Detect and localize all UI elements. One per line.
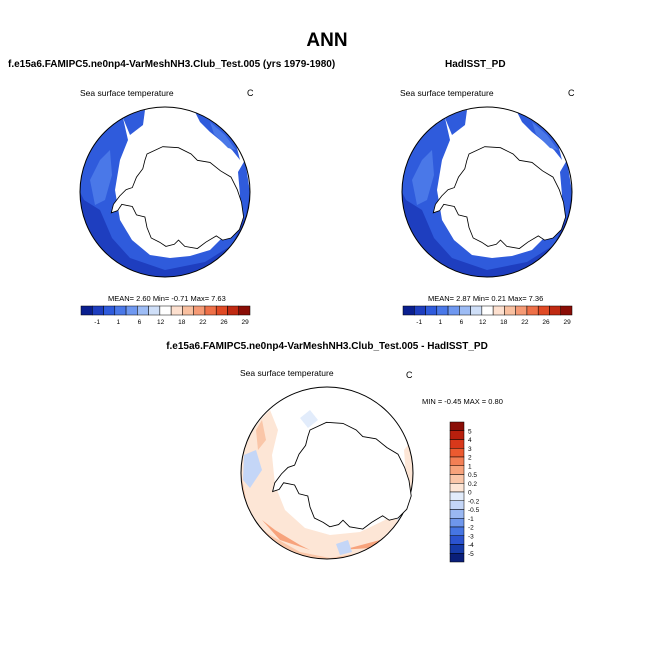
diff-colorbar-swatch: [450, 553, 464, 562]
obs-colorbar-swatch: [516, 306, 527, 315]
obs-colorbar-tick-label: 6: [459, 319, 464, 326]
obs-units-label: C: [568, 88, 575, 98]
model-colorbar-swatch: [160, 306, 171, 315]
model-colorbar-swatch: [227, 306, 238, 315]
obs-colorbar-swatch: [459, 306, 470, 315]
diff-colorbar-swatch: [450, 483, 464, 492]
model-colorbar-swatch: [194, 306, 205, 315]
model-colorbar-tick-label: 1: [116, 319, 121, 326]
diff-colorbar-swatch: [450, 501, 464, 510]
obs-variable-label: Sea surface temperature: [400, 88, 494, 98]
diff-colorbar: [450, 422, 480, 562]
obs-colorbar: [403, 306, 572, 326]
obs-stats: MEAN= 2.87 Min= 0.21 Max= 7.36: [428, 294, 544, 303]
obs-colorbar-swatch: [504, 306, 515, 315]
obs-panel-title: HadISST_PD: [445, 59, 506, 70]
obs-colorbar-swatch: [538, 306, 549, 315]
model-panel-title: f.e15a6.FAMIPC5.ne0np4-VarMeshNH3.Club_Test.005 (yrs 1979-1980): [8, 59, 336, 70]
obs-colorbar-swatch: [414, 306, 425, 315]
model-colorbar-swatch: [205, 306, 216, 315]
obs-colorbar-swatch: [403, 306, 414, 315]
diff-variable-label: Sea surface temperature: [240, 368, 334, 378]
obs-colorbar-swatch: [549, 306, 560, 315]
diff-colorbar-tick-label: -3: [468, 533, 474, 541]
diff-colorbar-tick-label: -5: [468, 550, 474, 558]
diff-colorbar-tick-label: 0.2: [468, 480, 478, 488]
obs-colorbar-tick-label: 1: [438, 319, 443, 326]
model-stats: MEAN= 2.60 Min= -0.71 Max= 7.63: [108, 294, 226, 303]
obs-colorbar-tick-label: 18: [500, 319, 508, 326]
model-variable-label: Sea surface temperature: [80, 88, 174, 98]
model-colorbar-swatch: [216, 306, 227, 315]
model-colorbar: [81, 306, 250, 326]
obs-colorbar-tick-label: -1: [416, 319, 423, 326]
diff-colorbar-swatch: [450, 448, 464, 457]
diff-colorbar-swatch: [450, 466, 464, 475]
diff-colorbar-tick-label: 0: [468, 489, 472, 497]
diff-colorbar-tick-label: -0.2: [468, 498, 480, 506]
diff-units-label: C: [406, 370, 413, 380]
obs-colorbar-tick-label: 12: [478, 319, 487, 326]
model-colorbar-swatch: [137, 306, 148, 315]
obs-colorbar-tick-label: 22: [521, 319, 529, 326]
diff-colorbar-tick-label: 3: [468, 445, 472, 453]
diff-colorbar-swatch: [450, 492, 464, 501]
obs-colorbar-tick-label: 29: [563, 319, 571, 326]
obs-colorbar-swatch: [426, 306, 437, 315]
diff-colorbar-swatch: [450, 440, 464, 449]
diff-panel-title: f.e15a6.FAMIPC5.ne0np4-VarMeshNH3.Club_Test.005 - HadISST_PD: [166, 341, 488, 352]
diff-colorbar-tick-label: 2: [468, 454, 472, 462]
obs-colorbar-swatch: [482, 306, 493, 315]
model-colorbar-swatch: [115, 306, 126, 315]
diff-map: [241, 387, 413, 559]
diff-colorbar-tick-label: 1: [468, 463, 472, 471]
obs-colorbar-swatch: [493, 306, 504, 315]
obs-colorbar-swatch: [471, 306, 482, 315]
model-map: [80, 107, 250, 277]
obs-colorbar-tick-label: 26: [542, 319, 550, 326]
obs-colorbar-swatch: [561, 306, 572, 315]
model-colorbar-swatch: [239, 306, 250, 315]
diff-colorbar-swatch: [450, 422, 464, 431]
diff-colorbar-tick-label: -4: [468, 542, 474, 549]
model-colorbar-swatch: [92, 306, 103, 315]
model-colorbar-swatch: [171, 306, 182, 315]
model-colorbar-swatch: [182, 306, 193, 315]
obs-colorbar-swatch: [448, 306, 459, 315]
diff-colorbar-swatch: [450, 536, 464, 545]
diff-colorbar-swatch: [450, 457, 464, 466]
diff-colorbar-tick-label: 5: [468, 428, 472, 436]
model-colorbar-tick-label: 12: [156, 319, 165, 326]
diff-colorbar-swatch: [450, 510, 464, 519]
model-colorbar-tick-label: 22: [199, 319, 207, 326]
model-colorbar-tick-label: 29: [241, 319, 249, 326]
obs-colorbar-swatch: [527, 306, 538, 315]
model-colorbar-swatch: [81, 306, 92, 315]
model-colorbar-swatch: [149, 306, 160, 315]
model-units-label: C: [247, 88, 254, 98]
diff-colorbar-tick-label: -0.5: [468, 507, 480, 514]
diff-colorbar-swatch: [450, 431, 464, 440]
model-colorbar-swatch: [126, 306, 137, 315]
diff-colorbar-swatch: [450, 545, 464, 554]
model-colorbar-tick-label: 6: [137, 319, 142, 326]
model-colorbar-tick-label: 18: [178, 319, 186, 326]
diff-colorbar-tick-label: -2: [468, 524, 474, 532]
obs-colorbar-swatch: [437, 306, 448, 315]
model-colorbar-swatch: [104, 306, 115, 315]
obs-map: [402, 107, 572, 277]
diff-colorbar-tick-label: -1: [468, 515, 474, 523]
diff-colorbar-swatch: [450, 475, 464, 484]
diff-stats: MIN = -0.45 MAX = 0.80: [422, 397, 503, 406]
model-colorbar-tick-label: -1: [94, 319, 101, 326]
diff-colorbar-tick-label: 4: [468, 437, 472, 444]
figure-title: ANN: [306, 30, 348, 51]
diff-colorbar-tick-label: 0.5: [468, 472, 478, 479]
model-colorbar-tick-label: 26: [220, 319, 228, 326]
diff-colorbar-swatch: [450, 527, 464, 536]
diff-colorbar-swatch: [450, 518, 464, 527]
